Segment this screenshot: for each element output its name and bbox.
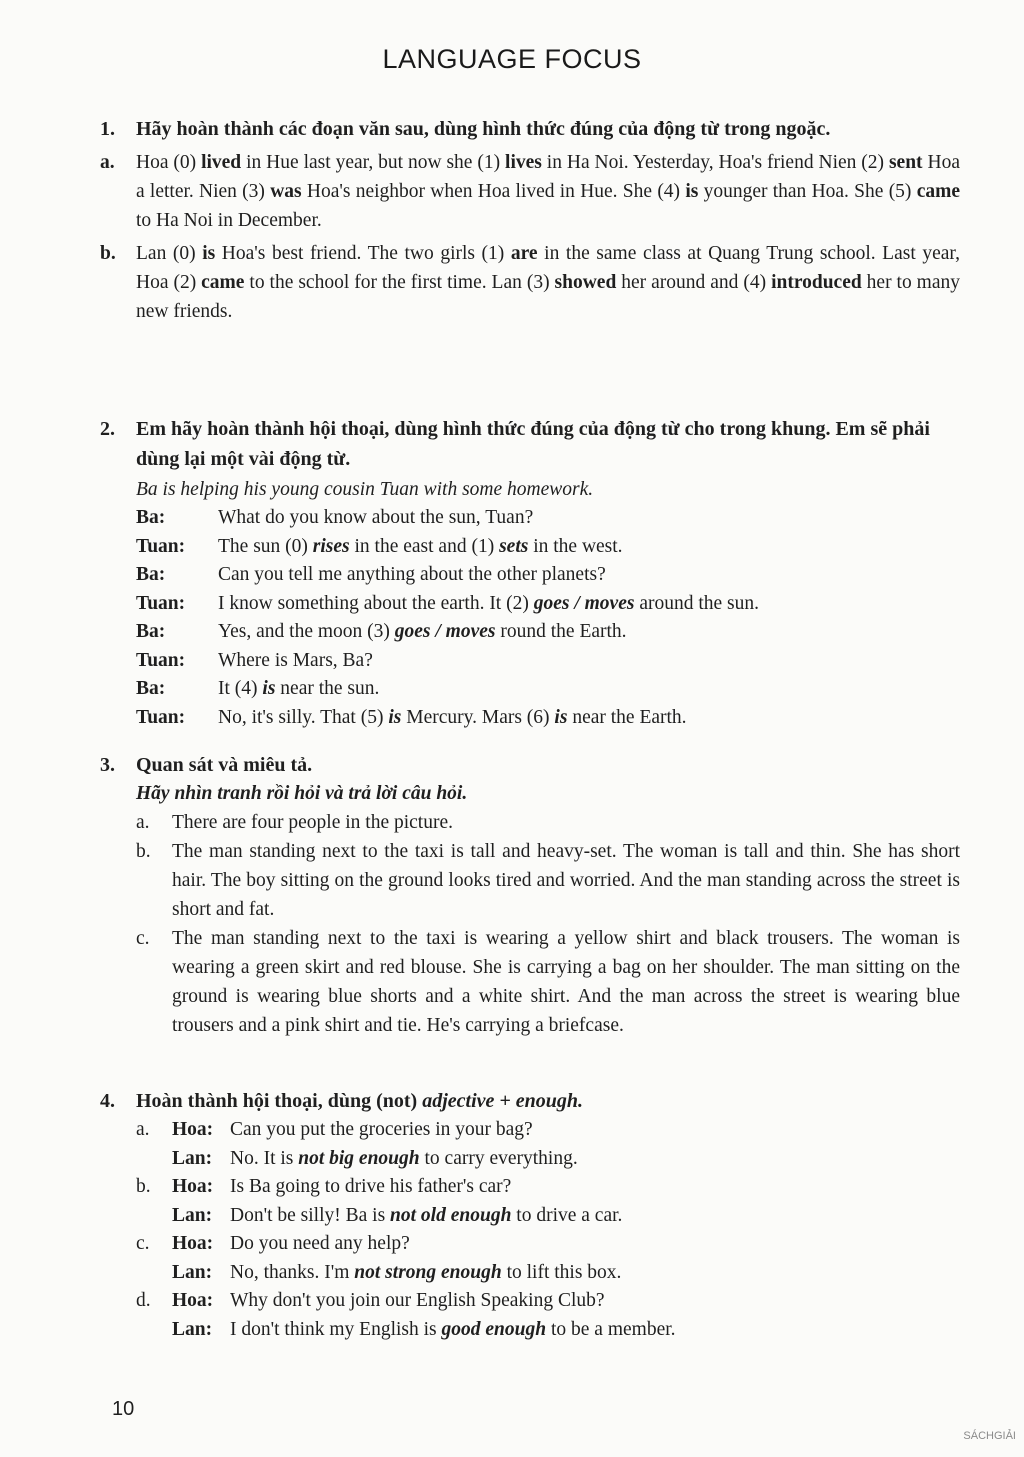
answer-item bbox=[136, 808, 960, 837]
dialogue-line bbox=[136, 618, 960, 647]
instruction-text: Hoàn thành hội thoại, dùng (not) bbox=[136, 1090, 423, 1112]
dialogue-line bbox=[136, 590, 960, 619]
item-label: b. bbox=[136, 1176, 151, 1197]
question-line bbox=[136, 1230, 960, 1259]
exercise-number: 2. bbox=[100, 418, 115, 440]
answer-text: The man standing next to the taxi is wearing a yellow shirt and black trousers. The woman is wearing a green skirt and red blouse. She is carrying a bag on her shoulder. The man sitting on the ground is wearing blue shorts and a white shirt. And the man across the street is wearing blue trousers and a pink shirt and tie. He's carrying a briefcase. bbox=[172, 928, 960, 1036]
speaker: Ba: bbox=[136, 507, 166, 528]
text-run: near the sun. bbox=[275, 678, 380, 699]
exercise-1-heading bbox=[100, 114, 960, 144]
text-run: No. It is bbox=[230, 1147, 299, 1169]
text-run: to drive a car. bbox=[511, 1204, 623, 1226]
text-run: Yes, and the moon (3) bbox=[218, 621, 395, 642]
question-line bbox=[136, 1116, 960, 1145]
answer-item bbox=[136, 924, 960, 1040]
answer: lived bbox=[201, 152, 242, 173]
answer: not big enough bbox=[298, 1147, 420, 1169]
speaker: Lan: bbox=[172, 1318, 213, 1340]
answer: came bbox=[916, 181, 960, 202]
answer: is bbox=[262, 678, 276, 699]
text-run: Hoa a letter. Nien (3) bbox=[136, 152, 960, 202]
exercise-4-heading bbox=[100, 1086, 960, 1116]
paragraph-text bbox=[136, 239, 960, 326]
speaker: Ba: bbox=[136, 678, 166, 699]
question-text: Do you need any help? bbox=[230, 1233, 410, 1254]
answer: good enough bbox=[441, 1318, 547, 1340]
exercise-3 bbox=[100, 750, 960, 1040]
answer-line bbox=[136, 1259, 960, 1288]
text-run: Hoa's best friend. The two girls (1) bbox=[215, 243, 511, 264]
speaker: Hoa: bbox=[172, 1176, 214, 1197]
exercise-instruction: Em hãy hoàn thành hội thoại, dùng hình thức đúng của động từ cho trong khung. Em sẽ phải dùng lại một vài động từ. bbox=[136, 418, 930, 470]
answer: came bbox=[201, 272, 245, 293]
text-run: to be a member. bbox=[546, 1318, 676, 1340]
item-label: b. bbox=[136, 841, 151, 862]
dialogue-line bbox=[136, 675, 960, 704]
speaker: Tuan: bbox=[136, 592, 186, 614]
item-spacer bbox=[136, 1316, 172, 1345]
exercise-2-heading bbox=[100, 414, 960, 474]
paragraph-a bbox=[100, 148, 960, 235]
dialogue-item bbox=[136, 1230, 960, 1287]
text-run: It (4) bbox=[218, 678, 263, 699]
paragraph-text bbox=[136, 148, 960, 235]
exercise-2 bbox=[100, 414, 960, 732]
exercise-instruction bbox=[136, 1086, 960, 1116]
text-run: around the sun. bbox=[634, 592, 760, 614]
line-text: Can you tell me anything about the other planets? bbox=[218, 564, 606, 585]
dialogue-line bbox=[136, 533, 960, 562]
dialogue-line bbox=[136, 561, 960, 590]
answer-item bbox=[136, 837, 960, 924]
answer: is bbox=[685, 181, 699, 202]
answer-line bbox=[136, 1145, 960, 1174]
text-run: Mercury. Mars (6) bbox=[401, 706, 555, 728]
answer: are bbox=[510, 243, 538, 264]
line-text bbox=[218, 675, 960, 704]
speaker: Lan: bbox=[172, 1147, 213, 1169]
speaker: Lan: bbox=[172, 1204, 213, 1226]
item-label: d. bbox=[136, 1290, 151, 1311]
text-run: Lan (0) bbox=[136, 243, 203, 264]
item-label: a. bbox=[136, 1119, 150, 1140]
answer: lives bbox=[505, 152, 542, 173]
line-text bbox=[218, 704, 960, 733]
dialogue-item bbox=[136, 1116, 960, 1173]
text-run: in the same class at Quang Trung school. Last year, Hoa (2) bbox=[136, 243, 960, 293]
speaker: Hoa: bbox=[172, 1290, 214, 1311]
question-text: Can you put the groceries in your bag? bbox=[230, 1119, 533, 1140]
exercise-3-heading bbox=[100, 750, 960, 780]
text-run: in the west. bbox=[528, 535, 623, 557]
dialogue-item bbox=[136, 1173, 960, 1230]
answer: introduced bbox=[771, 272, 862, 293]
answer: goes / moves bbox=[533, 592, 635, 614]
paragraph-b bbox=[100, 239, 960, 326]
answer-list bbox=[136, 808, 960, 1040]
question-line bbox=[136, 1287, 960, 1316]
line-text bbox=[218, 533, 960, 562]
text-run: I know something about the earth. It (2) bbox=[218, 592, 534, 614]
text-run: I don't think my English is bbox=[230, 1318, 442, 1340]
answer: is bbox=[554, 706, 568, 728]
item-label: c. bbox=[136, 1233, 150, 1254]
page-title: LANGUAGE FOCUS bbox=[382, 44, 642, 74]
answer: sets bbox=[499, 535, 529, 557]
dialogue-line bbox=[136, 504, 960, 533]
item-spacer bbox=[136, 1145, 172, 1174]
speaker: Lan: bbox=[172, 1261, 213, 1283]
exercise-instruction: Hãy hoàn thành các đoạn văn sau, dùng hình thức đúng của động từ trong ngoặc. bbox=[136, 118, 831, 140]
instruction-formula: adjective + enough. bbox=[422, 1090, 584, 1112]
watermark-logo: SÁCHGIẢI bbox=[963, 1430, 1016, 1442]
item-label: a. bbox=[100, 152, 115, 173]
answer: is bbox=[202, 243, 216, 264]
text-run: in Ha Noi. Yesterday, Hoa's friend Nien (2) bbox=[541, 152, 889, 173]
text-run: round the Earth. bbox=[495, 621, 627, 642]
page-number: 10 bbox=[112, 1398, 135, 1420]
text-run: in the east and (1) bbox=[349, 535, 500, 557]
text-run: her to many new friends. bbox=[136, 272, 960, 322]
text-run: to lift this box. bbox=[501, 1261, 622, 1283]
text-run: her around and (4) bbox=[616, 272, 772, 293]
item-label: a. bbox=[136, 812, 150, 833]
exercise-instruction: Quan sát và miêu tả. bbox=[136, 754, 313, 776]
text-run: in Hue last year, but now she (1) bbox=[241, 152, 506, 173]
answer: is bbox=[388, 706, 402, 728]
question-text: Why don't you join our English Speaking Club? bbox=[230, 1290, 605, 1311]
question-text: Is Ba going to drive his father's car? bbox=[230, 1176, 512, 1197]
question-line bbox=[136, 1173, 960, 1202]
exercise-number: 3. bbox=[100, 754, 115, 776]
line-text: Where is Mars, Ba? bbox=[218, 649, 373, 671]
answer: goes / moves bbox=[394, 621, 496, 642]
exercise-4 bbox=[100, 1086, 960, 1344]
text-run: near the Earth. bbox=[567, 706, 687, 728]
answer: rises bbox=[312, 535, 350, 557]
speaker: Ba: bbox=[136, 621, 166, 642]
speaker: Hoa: bbox=[172, 1233, 214, 1254]
text-run: to the school for the first time. Lan (3) bbox=[244, 272, 555, 293]
answer: showed bbox=[554, 272, 617, 293]
exercise-subinstruction: Hãy nhìn tranh rồi hỏi và trả lời câu hỏi. bbox=[136, 783, 468, 804]
text-run: Hoa (0) bbox=[136, 152, 202, 173]
item-label: c. bbox=[136, 928, 150, 949]
answer-text: The man standing next to the taxi is tall and heavy-set. The woman is tall and thin. She has short hair. The boy sitting on the ground looks tired and worried. And the man standing across the street is short and fat. bbox=[172, 841, 960, 920]
text-run: Hoa's neighbor when Hoa lived in Hue. She (4) bbox=[301, 181, 686, 202]
answer: not old enough bbox=[390, 1204, 512, 1226]
exercise-1 bbox=[100, 114, 960, 326]
text-run: The sun (0) bbox=[218, 535, 313, 557]
dialogue-list bbox=[136, 1116, 960, 1344]
line-text: What do you know about the sun, Tuan? bbox=[218, 507, 534, 528]
speaker: Tuan: bbox=[136, 535, 186, 557]
answer: was bbox=[270, 181, 302, 202]
line-text bbox=[218, 618, 960, 647]
speaker: Tuan: bbox=[136, 649, 186, 671]
speaker: Hoa: bbox=[172, 1119, 214, 1140]
dialogue-line bbox=[136, 647, 960, 676]
answer: not strong enough bbox=[354, 1261, 502, 1283]
answer-text bbox=[230, 1202, 960, 1231]
line-text bbox=[218, 590, 960, 619]
speaker: Ba: bbox=[136, 564, 166, 585]
text-run: younger than Hoa. She (5) bbox=[698, 181, 917, 202]
dialogue-item bbox=[136, 1287, 960, 1344]
text-run: to Ha Noi in December. bbox=[136, 210, 322, 231]
text-run: No, it's silly. That (5) bbox=[218, 706, 389, 728]
answer-line bbox=[136, 1316, 960, 1345]
answer: sent bbox=[888, 152, 923, 173]
dialogue bbox=[136, 504, 960, 732]
answer-line bbox=[136, 1202, 960, 1231]
dialogue-intro: Ba is helping his young cousin Tuan with some homework. bbox=[136, 479, 594, 500]
exercise-number: 4. bbox=[100, 1090, 115, 1112]
text-run: No, thanks. I'm bbox=[230, 1261, 355, 1283]
item-spacer bbox=[136, 1259, 172, 1288]
item-spacer bbox=[136, 1202, 172, 1231]
exercise-number: 1. bbox=[100, 118, 115, 140]
text-run: Don't be silly! Ba is bbox=[230, 1204, 391, 1226]
answer-text bbox=[230, 1145, 960, 1174]
dialogue-line bbox=[136, 704, 960, 733]
answer-text bbox=[230, 1316, 960, 1345]
speaker: Tuan: bbox=[136, 706, 186, 728]
item-label: b. bbox=[100, 243, 116, 264]
text-run: to carry everything. bbox=[419, 1147, 578, 1169]
answer-text bbox=[230, 1259, 960, 1288]
answer-text: There are four people in the picture. bbox=[172, 812, 453, 833]
